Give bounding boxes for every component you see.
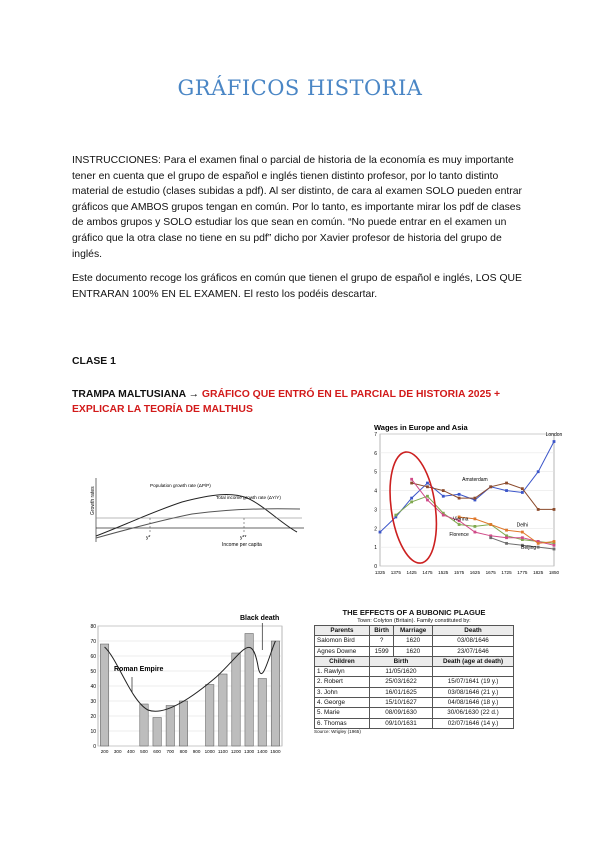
wages-y-tick: 1 — [374, 545, 377, 552]
table-cell — [433, 667, 514, 677]
child-row — [315, 708, 514, 718]
table-cell: 03/08/1646 — [433, 636, 514, 646]
wages-point — [505, 489, 508, 492]
wages-x-tick: 1850 — [548, 570, 560, 575]
table-cell: 11/05/1620 — [369, 667, 432, 677]
wages-y-tick: 6 — [374, 450, 377, 457]
wages-series-label: Vienna — [452, 516, 469, 523]
wages-point — [458, 497, 461, 500]
wages-point — [537, 508, 540, 511]
wages-point — [553, 544, 556, 547]
topic-note: GRÁFICO QUE ENTRÓ EN EL PARCIAL DE HISTORIA 2025 + EXPLICAR LA TEORÍA DE MALTHUS — [72, 389, 501, 415]
wages-x-tick: 1325 — [374, 570, 386, 575]
wages-point — [379, 531, 382, 534]
bar-y-tick: 30 — [90, 699, 96, 705]
bar-y-tick: 10 — [90, 729, 96, 735]
bar-x-tick: 1100 — [217, 749, 228, 754]
bar-x-tick: 300 — [113, 749, 122, 754]
bar-x-tick: 900 — [192, 749, 201, 754]
child-row — [315, 667, 514, 677]
wages-point — [410, 497, 413, 500]
wages-point — [553, 508, 556, 511]
wages-series-label: Florence — [449, 531, 469, 538]
wages-point — [474, 531, 477, 534]
table-cell: 30/06/1630 (22 d.) — [433, 708, 514, 718]
wages-x-tick: 1775 — [517, 570, 528, 575]
parent-row — [315, 636, 514, 646]
table-cell: 15/07/1641 (19 y.) — [433, 677, 514, 687]
plague-table-figure — [314, 608, 514, 734]
bar-x-tick: 700 — [166, 749, 175, 754]
table-header-cell: Death — [433, 626, 514, 636]
bar — [140, 704, 148, 746]
table-header-cell: Death (age at death) — [433, 656, 514, 666]
wages-x-tick: 1425 — [406, 570, 417, 575]
wages-point — [426, 485, 429, 488]
wages-y-tick: 7 — [374, 432, 377, 438]
child-row — [315, 677, 514, 687]
wages-x-tick: 1625 — [469, 570, 481, 575]
wages-series-label: Amsterdam — [462, 477, 488, 484]
bar — [232, 653, 240, 746]
table-cell: 1620 — [394, 636, 433, 646]
wages-point — [474, 497, 477, 500]
bar — [153, 718, 161, 747]
bar-x-tick: 600 — [153, 749, 161, 754]
wages-point — [489, 536, 492, 539]
wages-series-label: Delhi — [516, 522, 529, 529]
bar-y-tick: 20 — [90, 714, 96, 720]
wages-point — [505, 536, 508, 539]
second-point-label: y** — [240, 535, 247, 541]
table-header-cell: Marriage — [394, 626, 433, 636]
wages-point — [489, 485, 492, 488]
wages-point — [410, 478, 413, 481]
table-cell: Agnes Downe — [315, 646, 370, 656]
wages-point — [537, 546, 540, 549]
table-header-cell: Birth — [369, 626, 393, 636]
wages-series-label: Beijing — [521, 545, 537, 552]
table-cell: 03/08/1646 (21 y.) — [433, 687, 514, 697]
bar — [258, 679, 266, 747]
wages-point — [426, 482, 429, 485]
table-cell: 02/07/1646 (14 y.) — [433, 718, 514, 728]
table-cell: 1620 — [394, 646, 433, 656]
bar — [206, 685, 214, 747]
wages-point — [537, 542, 540, 545]
wages-point — [442, 514, 445, 517]
table-cell: 09/10/1631 — [369, 718, 432, 728]
bar — [245, 634, 253, 747]
bar — [271, 641, 279, 746]
wages-x-tick: 1575 — [453, 570, 465, 575]
wages-point — [553, 440, 556, 443]
table-cell: 25/03/1622 — [369, 677, 432, 687]
plague-table-subtitle: Town: Colyton (Britain). Family constituted by: — [357, 618, 471, 624]
wages-point — [521, 491, 524, 494]
wages-point — [489, 523, 492, 526]
table-cell: 15/10/1627 — [369, 698, 432, 708]
topic-heading — [72, 387, 522, 417]
children-header-row — [315, 656, 514, 666]
urban-bar-chart — [84, 606, 284, 756]
wages-point — [505, 542, 508, 545]
child-row — [315, 687, 514, 697]
wages-chart — [368, 420, 562, 578]
plague-table-title: THE EFFECTS OF A BUBONIC PLAGUE — [342, 608, 486, 617]
instructions-paragraph: INSTRUCCIONES: Para el examen final o parcial de historia de la economía es muy importante tener en cuenta que el grupo de español e inglés tienen distinto profesor, por lo tanto distinto material de estudio (clases subidas a pdf). Al ser distinto, de cara al examen SOLO pueden entrar gráficos que AMBOS grupos tengan en común. Por lo tanto, es importante mirar los pdf de clases de ambos grupos y SOLO estudiar los que sean en común. “No puede entrar en el examen un gráfico que la otra clase no tiene en su pdf” dicho por Xavier profesor de historia del grupo de inglés. — [72, 155, 522, 260]
wages-point — [394, 514, 397, 517]
table-cell: ? — [369, 636, 393, 646]
table-cell: 5. Marie — [315, 708, 370, 718]
wages-point — [426, 495, 429, 498]
bar-y-tick: 70 — [90, 639, 96, 645]
bar-x-tick: 1300 — [244, 749, 255, 754]
wages-x-tick: 1375 — [390, 570, 401, 575]
table-cell: 6. Thomas — [315, 718, 370, 728]
wages-point — [458, 493, 461, 496]
wages-y-tick: 5 — [374, 469, 377, 476]
document-title: GRÁFICOS HISTORIA — [177, 76, 423, 100]
bar-x-tick: 800 — [179, 749, 188, 754]
bar-x-tick: 1000 — [204, 749, 215, 754]
wages-x-tick: 1825 — [533, 570, 544, 575]
population-curve-label: Population growth rate (ΔP/P) — [150, 483, 211, 488]
bar-y-tick: 80 — [90, 624, 96, 630]
table-cell: 04/08/1646 (18 y.) — [433, 698, 514, 708]
table-cell: 4. George — [315, 698, 370, 708]
wages-point — [521, 487, 524, 490]
bar-y-tick: 50 — [90, 669, 96, 675]
table-cell: 1599 — [369, 646, 393, 656]
bar-x-tick: 1200 — [230, 749, 242, 754]
wages-point — [442, 495, 445, 498]
table-cell: 08/09/1630 — [369, 708, 432, 718]
wages-point — [442, 489, 445, 492]
wages-point — [521, 531, 524, 534]
wages-point — [474, 517, 477, 520]
roman-empire-label: Roman Empire — [114, 666, 164, 673]
wages-y-tick: 3 — [374, 507, 377, 514]
summary-paragraph: Este documento recoge los gráficos en común que tienen el grupo de español e inglés, LOS QUE ENTRARAN 100% EN EL EXAMEN. El resto los podéis descartar. — [72, 273, 522, 300]
y-axis-label: Growth rates — [90, 486, 96, 515]
bar-y-tick: 40 — [90, 684, 96, 690]
parent-row — [315, 646, 514, 656]
bar-x-tick: 400 — [127, 749, 135, 754]
wages-point — [410, 500, 413, 503]
wages-chart-title: Wages in Europe and Asia — [374, 423, 468, 432]
table-header-cell: Parents — [315, 626, 370, 636]
wages-point — [553, 540, 556, 543]
bar — [166, 706, 174, 747]
bar-y-tick: 0 — [93, 744, 96, 750]
topic-label: TRAMPA MALTUSIANA → — [72, 389, 199, 400]
wages-x-tick: 1475 — [422, 570, 433, 575]
income-curve-label: Total income growth rate (ΔY/Y) — [216, 495, 281, 500]
bar-x-tick: 500 — [140, 749, 148, 754]
child-row — [315, 718, 514, 728]
malthus-figure — [82, 472, 310, 554]
wages-point — [410, 482, 413, 485]
bar — [100, 644, 108, 746]
bar-x-tick: 200 — [100, 749, 109, 754]
x-axis-label: Income per capita — [222, 542, 262, 548]
bar-x-tick: 1500 — [270, 749, 281, 754]
table-cell: 3. John — [315, 687, 370, 697]
wages-x-tick: 1525 — [438, 570, 449, 575]
wages-x-tick: 1725 — [501, 570, 512, 575]
wages-point — [537, 470, 540, 473]
parents-header-row — [315, 626, 514, 636]
table-cell: 23/07/1646 — [433, 646, 514, 656]
table-cell: 16/01/1625 — [369, 687, 432, 697]
black-death-label: Black death — [240, 615, 280, 622]
plague-table-source: Source: Wrigley (1965) — [314, 728, 361, 734]
wages-y-tick: 2 — [374, 526, 377, 533]
equilibrium-point-label: y* — [146, 535, 151, 541]
bar-x-tick: 1400 — [257, 749, 268, 754]
wages-point — [458, 523, 461, 526]
wages-x-tick: 1675 — [485, 570, 496, 575]
table-header-cell: Children — [315, 656, 370, 666]
wages-point — [474, 525, 477, 528]
bar-y-tick: 60 — [90, 654, 96, 660]
wages-point — [505, 529, 508, 532]
wages-point — [553, 548, 556, 551]
table-cell: 1. Rawlyn — [315, 667, 370, 677]
wages-y-tick: 0 — [374, 564, 377, 570]
wages-point — [505, 482, 508, 485]
child-row — [315, 698, 514, 708]
table-header-cell: Birth — [369, 656, 432, 666]
table-cell: Salomon Bird — [315, 636, 370, 646]
bar — [219, 674, 227, 746]
wages-y-tick: 4 — [374, 488, 377, 495]
wages-point — [426, 499, 429, 502]
bar — [179, 701, 187, 746]
wages-series-label: London — [545, 431, 562, 438]
wages-point — [521, 536, 524, 539]
class-heading: CLASE 1 — [72, 356, 116, 367]
table-cell: 2. Robert — [315, 677, 370, 687]
plague-table — [314, 625, 514, 729]
